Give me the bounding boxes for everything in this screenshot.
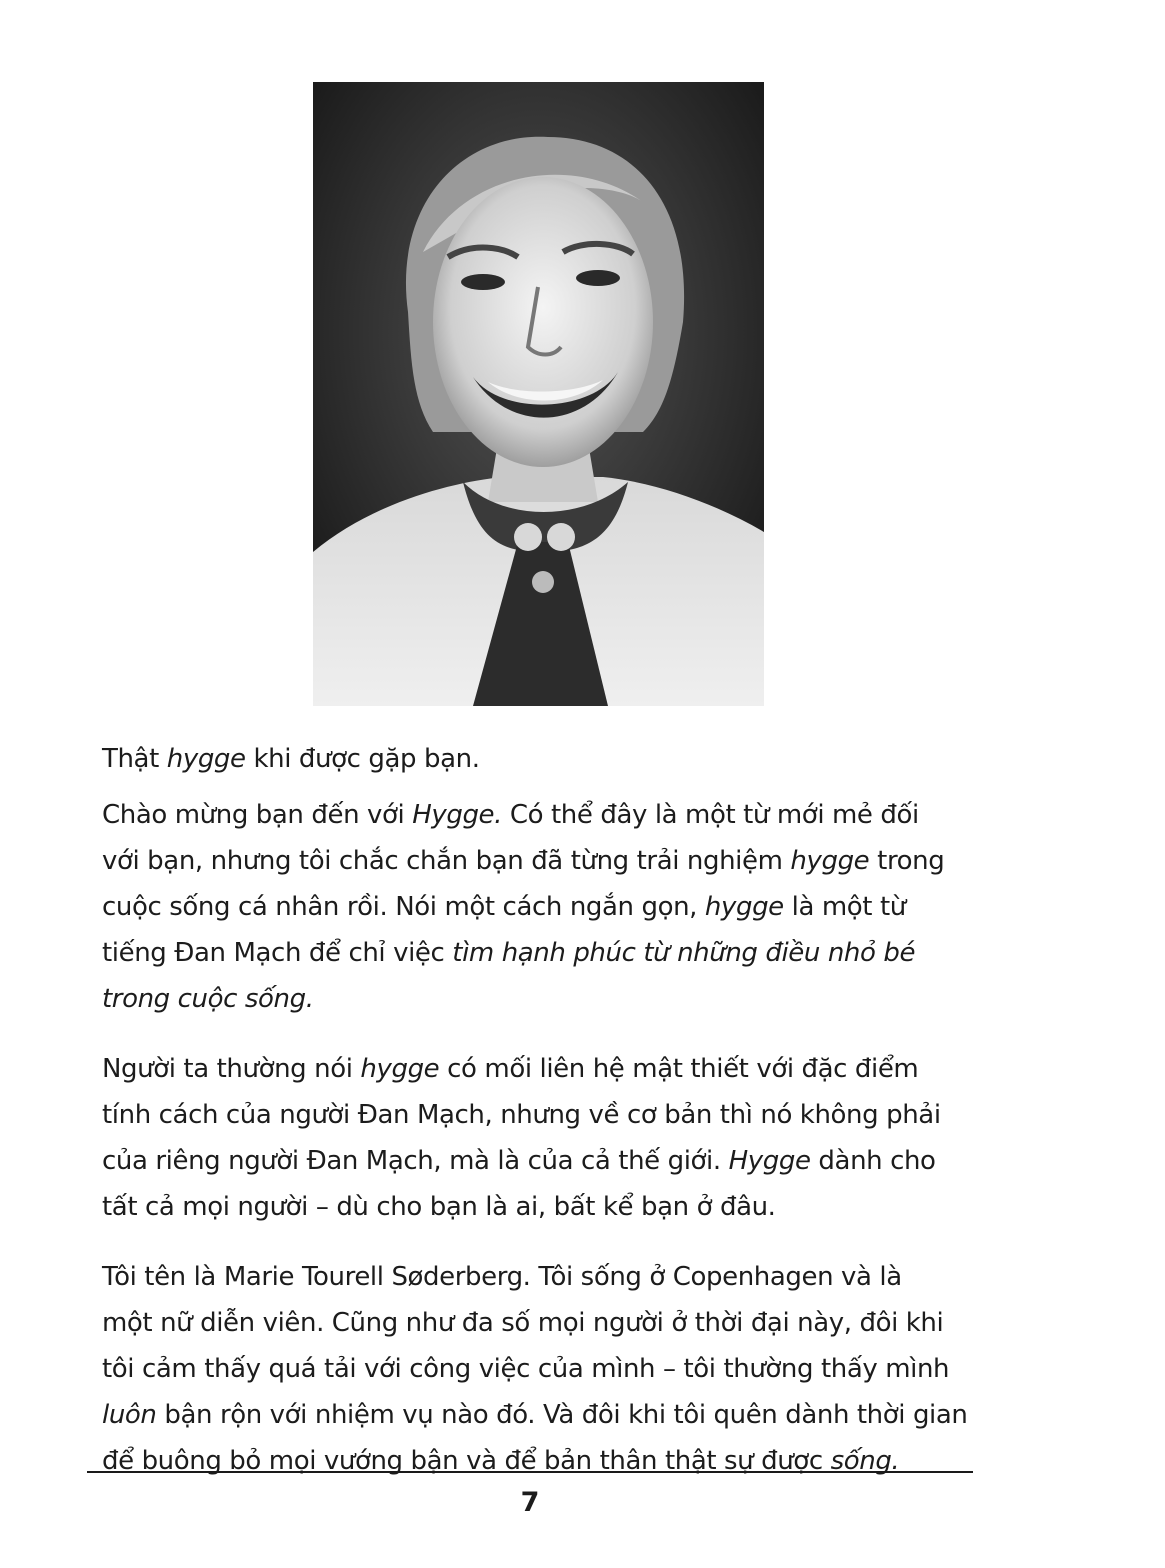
- text-run: là một từ: [783, 892, 906, 922]
- italic-term: Hygge: [728, 1146, 811, 1176]
- text-line: [102, 1138, 982, 1184]
- italic-term: sống.: [830, 1446, 900, 1476]
- text-run: khi được gặp bạn.: [245, 744, 480, 774]
- portrait-photo-icon: [313, 82, 764, 706]
- page-number: 7: [520, 1487, 540, 1518]
- italic-phrase: tìm hạnh phúc từ những điều nhỏ bé: [452, 938, 916, 968]
- text-run: với bạn, nhưng tôi chắc chắn bạn đã từng trải nghiệm: [102, 846, 791, 876]
- text-run: trong: [869, 846, 945, 876]
- italic-term: hygge: [360, 1054, 440, 1084]
- text-run: Người ta thường nói: [102, 1054, 361, 1084]
- text-line: tất cả mọi người – dù cho bạn là ai, bất kể bạn ở đâu.: [102, 1192, 776, 1222]
- text-line: [102, 1438, 982, 1484]
- text-run: tiếng Đan Mạch để chỉ việc: [102, 938, 453, 968]
- text-line: [102, 838, 982, 884]
- text-line: [102, 792, 982, 838]
- body-text: [102, 736, 982, 1508]
- text-line: một nữ diễn viên. Cũng như đa số mọi người ở thời đại này, đôi khi: [102, 1308, 944, 1338]
- text-run: dành cho: [810, 1146, 936, 1176]
- text-run: để buông bỏ mọi vướng bận và để bản thân thật sự được: [102, 1446, 831, 1476]
- italic-term: luôn: [102, 1400, 157, 1430]
- paragraph-welcome: [102, 792, 982, 1022]
- text-line: [102, 736, 982, 782]
- text-line: Tôi tên là Marie Tourell Søderberg. Tôi sống ở Copenhagen và là: [102, 1262, 902, 1292]
- italic-term: Hygge.: [412, 800, 503, 830]
- text-run: của riêng người Đan Mạch, mà là của cả thế giới.: [102, 1146, 729, 1176]
- footer-divider: [87, 1471, 973, 1473]
- paragraph-danish-character: [102, 1046, 982, 1230]
- text-run: cuộc sống cá nhân rồi. Nói một cách ngắn gọn,: [102, 892, 705, 922]
- paragraph-greeting: [102, 736, 982, 782]
- text-run: bận rộn với nhiệm vụ nào đó. Và đôi khi tôi quên dành thời gian: [156, 1400, 968, 1430]
- text-run: Chào mừng bạn đến với: [102, 800, 413, 830]
- text-line: tôi cảm thấy quá tải với công việc của mình – tôi thường thấy mình: [102, 1354, 950, 1384]
- italic-phrase: trong cuộc sống.: [102, 984, 314, 1014]
- italic-term: hygge: [166, 744, 246, 774]
- paragraph-author-intro: [102, 1254, 982, 1484]
- text-line: [102, 884, 982, 930]
- text-line: [102, 1046, 982, 1092]
- text-line: [102, 976, 982, 1022]
- text-run: có mối liên hệ mật thiết với đặc điểm: [439, 1054, 919, 1084]
- text-line: [102, 930, 982, 976]
- text-line: [102, 1392, 982, 1438]
- italic-term: hygge: [704, 892, 784, 922]
- portrait-photo: [313, 82, 764, 706]
- italic-term: hygge: [790, 846, 870, 876]
- text-run: Có thể đây là một từ mới mẻ đối: [502, 800, 919, 830]
- text-line: tính cách của người Đan Mạch, nhưng về cơ bản thì nó không phải: [102, 1100, 941, 1130]
- text-run: Thật: [102, 744, 167, 774]
